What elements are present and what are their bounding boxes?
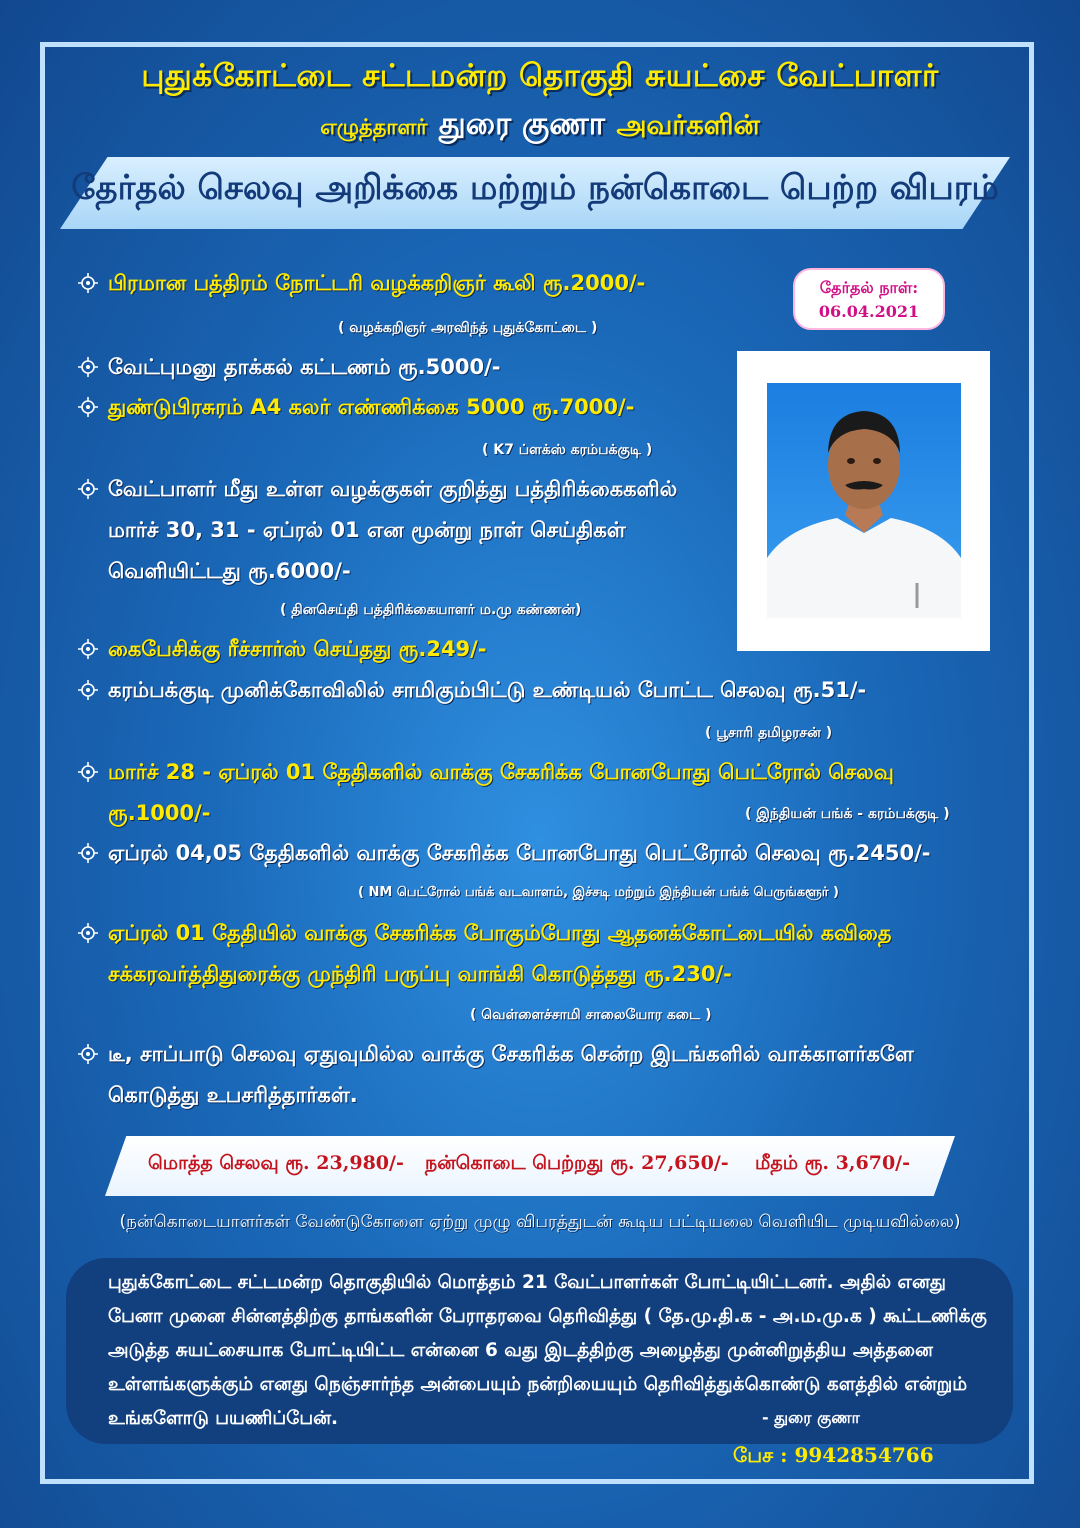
item-note: ( NM பெட்ரோல் பங்க் வடவாளம், இச்சடி மற்றும் இந்தியன் பங்க் பெருங்களூர் ) — [358, 885, 839, 900]
list-item — [78, 263, 718, 304]
header-title: புதுக்கோட்டை சட்டமன்ற தொகுதி சுயட்சை வேட்பாளர் — [141, 58, 939, 94]
candidate-photo — [767, 383, 961, 618]
election-date-badge — [793, 268, 945, 330]
list-item — [78, 347, 718, 388]
total-donation: நன்கொடை பெற்றது ரூ. 27,650/- — [425, 1152, 729, 1174]
item-note: ( வழக்கறிஞர் அரவிந்த் புதுக்கோட்டை ) — [338, 320, 598, 336]
crosshair-icon — [78, 762, 98, 782]
item-text: வேட்புமனு தாக்கல் கட்டணம் ரூ.5000/- — [108, 355, 501, 379]
item-text: கைபேசிக்கு ரீச்சார்ஸ் செய்தது ரூ.249/- — [108, 637, 487, 661]
date-label: தேர்தல் நாள்: — [819, 278, 919, 297]
header-subtitle — [0, 106, 1080, 146]
item-text: ஏப்ரல் 01 தேதியில் வாக்கு சேகரிக்க போகும்போது ஆதனக்கோட்டையில் கவிதை சக்கரவர்த்திதுரைக்கு முந்திரி பருப்பு வாங்கி கொடுத்தது ரூ.230/- — [108, 921, 892, 986]
item-text: வேட்பாளர் மீது உள்ள வழக்குகள் குறித்து பத்திரிக்கைகளில் மார்ச் 30, 31 - ஏப்ரல் 01 என மூன்று நாள் செய்திகள் வெளியிட்டது ரூ.6000/- — [108, 477, 678, 583]
header-prefix: எழுத்தாளர் — [320, 115, 428, 139]
list-item — [78, 670, 978, 711]
list-item — [78, 833, 978, 874]
item-note: ( வெள்ளைச்சாமி சாலையோர கடை ) — [470, 1007, 712, 1023]
list-item — [78, 469, 718, 592]
list-item — [78, 387, 718, 428]
person-icon — [767, 383, 961, 618]
item-text: மார்ச் 28 - ஏப்ரல் 01 தேதிகளில் வாக்கு சேகரிக்க போனபோது பெட்ரோல் செலவு ரூ.1000/- — [108, 760, 894, 825]
crosshair-icon — [78, 479, 98, 499]
item-text: பிரமான பத்திரம் நோட்டரி வழக்கறிஞர் கூலி ரூ.2000/- — [108, 271, 646, 295]
item-note: ( K7 ப்ளக்ஸ் கரம்பக்குடி ) — [482, 442, 653, 458]
thanks-text: புதுக்கோட்டை சட்டமன்ற தொகுதியில் மொத்தம் 21 வேட்பாளர்கள் போட்டியிட்டனர். அதில் எனது பேனா முனை சின்னத்திற்கு தாங்களின் பேராதரவை தெரிவித்து ( தே.மு.தி.க - அ.ம.மு.க ) கூட்டணிக்கு அடுத்த சுயட்சையாக போட்டியிட்ட என்னை 6 வது இடத்திற்கு அழைத்து முன்னிறுத்திய அத்தனை உள்ளங்களுக்கும் எனது நெஞ்சார்ந்த அன்பையும் நன்றியையும் தெரிவித்துக்கொண்டு களத்தில் என்றும் உங்களோடு பயணிப்பேன். — [108, 1272, 987, 1429]
crosshair-icon — [78, 397, 98, 417]
phone-number: பேச : 9942854766 — [733, 1443, 934, 1467]
item-text: டீ, சாப்பாடு செலவு ஏதுவுமில்ல வாக்கு சேகரிக்க சென்ற இடங்களில் வாக்காளர்களே கொடுத்து உபசரித்தார்கள். — [108, 1042, 914, 1107]
list-item — [78, 1034, 978, 1116]
item-text: துண்டுபிரசுரம் A4 கலர் எண்ணிக்கை 5000 ரூ.7000/- — [108, 395, 635, 419]
signature: - துரை குணா — [762, 1408, 860, 1427]
item-note: ( தினசெய்தி பத்திரிக்கையாளர் ம.மு கண்ணன்) — [280, 602, 582, 618]
candidate-name: துரை குணா — [438, 106, 605, 142]
crosshair-icon — [78, 639, 98, 659]
crosshair-icon — [78, 357, 98, 377]
disclaimer-text: (நன்கொடையாளர்கள் வேண்டுகோளை ஏற்று முழு விபரத்துடன் கூடிய பட்டியலை வெளியிட முடியவில்லை) — [119, 1212, 961, 1232]
item-text: ஏப்ரல் 04,05 தேதிகளில் வாக்கு சேகரிக்க போனபோது பெட்ரோல் செலவு ரூ.2450/- — [108, 841, 931, 865]
item-text: கரம்பக்குடி முனிக்கோவிலில் சாமிகும்பிட்டு உண்டியல் போட்ட செலவு ரூ.51/- — [108, 678, 867, 702]
header-suffix: அவர்களின் — [616, 110, 760, 141]
item-note: ( இந்தியன் பங்க் - கரம்பக்குடி ) — [745, 806, 950, 822]
item-note: ( பூசாரி தமிழரசன் ) — [705, 725, 833, 741]
list-item — [78, 913, 978, 995]
crosshair-icon — [78, 923, 98, 943]
crosshair-icon — [78, 273, 98, 293]
date-value: 06.04.2021 — [818, 302, 920, 321]
crosshair-icon — [78, 843, 98, 863]
crosshair-icon — [78, 1044, 98, 1064]
total-balance: மீதம் ரூ. 3,670/- — [755, 1152, 910, 1174]
banner-title: தேர்தல் செலவு அறிக்கை மற்றும் நன்கொடை பெற்ற விபரம் — [71, 168, 999, 208]
crosshair-icon — [78, 680, 98, 700]
total-expense: மொத்த செலவு ரூ. 23,980/- — [148, 1152, 404, 1174]
